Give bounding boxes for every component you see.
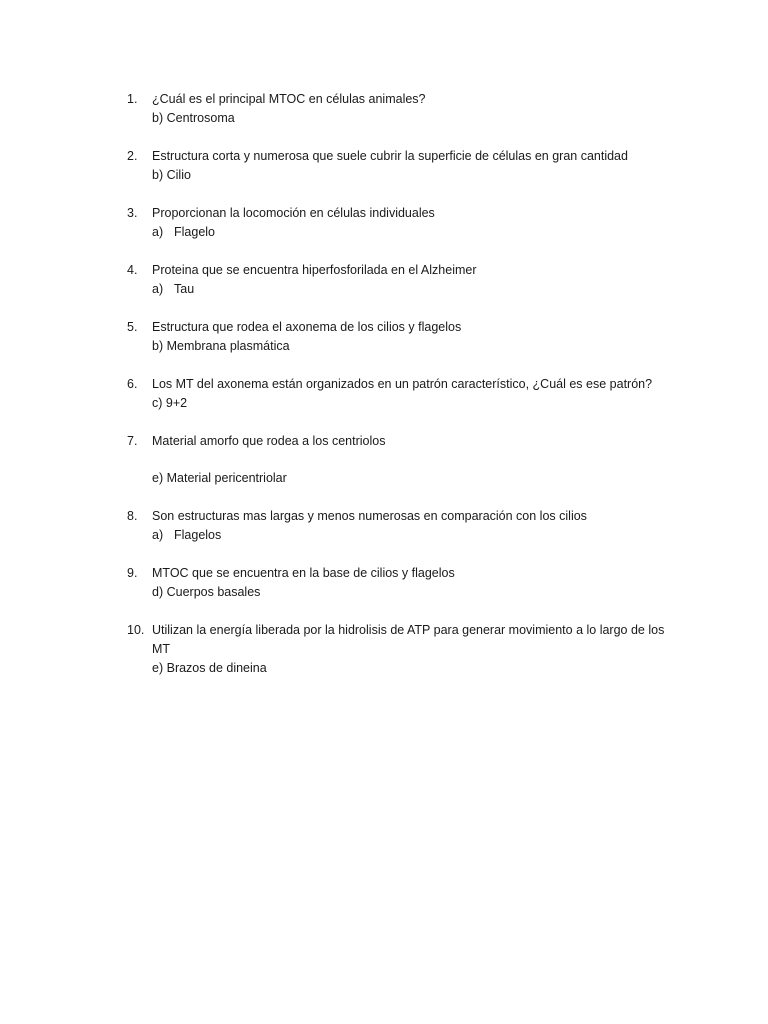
answer-text: Tau (174, 282, 195, 296)
question-text: Estructura corta y numerosa que suele cubrir la superficie de células en gran cantidad (152, 149, 628, 163)
question-text: Utilizan la energía liberada por la hidrolisis de ATP para generar movimiento a lo largo de los MT (152, 623, 665, 656)
answer-text: Cuerpos basales (166, 585, 261, 599)
question-number: 4. (127, 263, 138, 277)
answer-letter: e) (152, 471, 164, 485)
question-number: 10. (127, 623, 145, 637)
question-item-1 (127, 90, 667, 128)
question-item-3 (127, 204, 667, 242)
answer-letter: c) (152, 396, 163, 410)
question-text: ¿Cuál es el principal MTOC en células animales? (152, 92, 426, 106)
answer-letter: d) (152, 585, 164, 599)
question-number: 5. (127, 320, 138, 334)
question-item-10 (127, 621, 667, 678)
answer-line (152, 109, 667, 128)
answer-line (152, 166, 667, 185)
question-item-4 (127, 261, 667, 299)
question-number: 7. (127, 434, 138, 448)
question-text: Los MT del axonema están organizados en un patrón característico, ¿Cuál es ese patrón? (152, 377, 653, 391)
question-text: Estructura que rodea el axonema de los cilios y flagelos (152, 320, 462, 334)
answer-text: Membrana plasmática (166, 339, 290, 353)
answer-letter: b) (152, 168, 164, 182)
question-item-9 (127, 564, 667, 602)
answer-line (152, 394, 667, 413)
question-number: 3. (127, 206, 138, 220)
answer-text: Brazos de dineina (166, 661, 267, 675)
answer-line (152, 337, 667, 356)
answer-letter: a) (152, 282, 164, 296)
answer-letter: a) (152, 528, 164, 542)
question-number: 6. (127, 377, 138, 391)
answer-line (152, 280, 667, 299)
question-number: 2. (127, 149, 138, 163)
question-list (127, 90, 667, 697)
question-text: Son estructuras mas largas y menos numerosas en comparación con los cilios (152, 509, 587, 523)
question-item-8 (127, 507, 667, 545)
question-item-2 (127, 147, 667, 185)
question-number: 8. (127, 509, 138, 523)
answer-line (152, 223, 667, 242)
answer-text: Flagelo (174, 225, 215, 239)
answer-line (152, 659, 667, 678)
question-item-6 (127, 375, 667, 413)
question-item-5 (127, 318, 667, 356)
answer-letter: e) (152, 661, 164, 675)
question-text: MTOC que se encuentra en la base de cilios y flagelos (152, 566, 455, 580)
answer-letter: a) (152, 225, 164, 239)
question-text: Proteina que se encuentra hiperfosforilada en el Alzheimer (152, 263, 477, 277)
question-text: Proporcionan la locomoción en células individuales (152, 206, 435, 220)
answer-line (152, 526, 667, 545)
answer-text: Cilio (166, 168, 191, 182)
answer-letter: b) (152, 111, 164, 125)
answer-text: 9+2 (165, 396, 188, 410)
answer-letter: b) (152, 339, 164, 353)
answer-line (152, 583, 667, 602)
answer-text: Centrosoma (166, 111, 235, 125)
question-number: 1. (127, 92, 138, 106)
question-number: 9. (127, 566, 138, 580)
question-text: Material amorfo que rodea a los centriolos (152, 434, 386, 448)
answer-text: Flagelos (174, 528, 222, 542)
answer-text: Material pericentriolar (166, 471, 287, 485)
question-item-7 (127, 432, 667, 488)
answer-line (152, 469, 667, 488)
